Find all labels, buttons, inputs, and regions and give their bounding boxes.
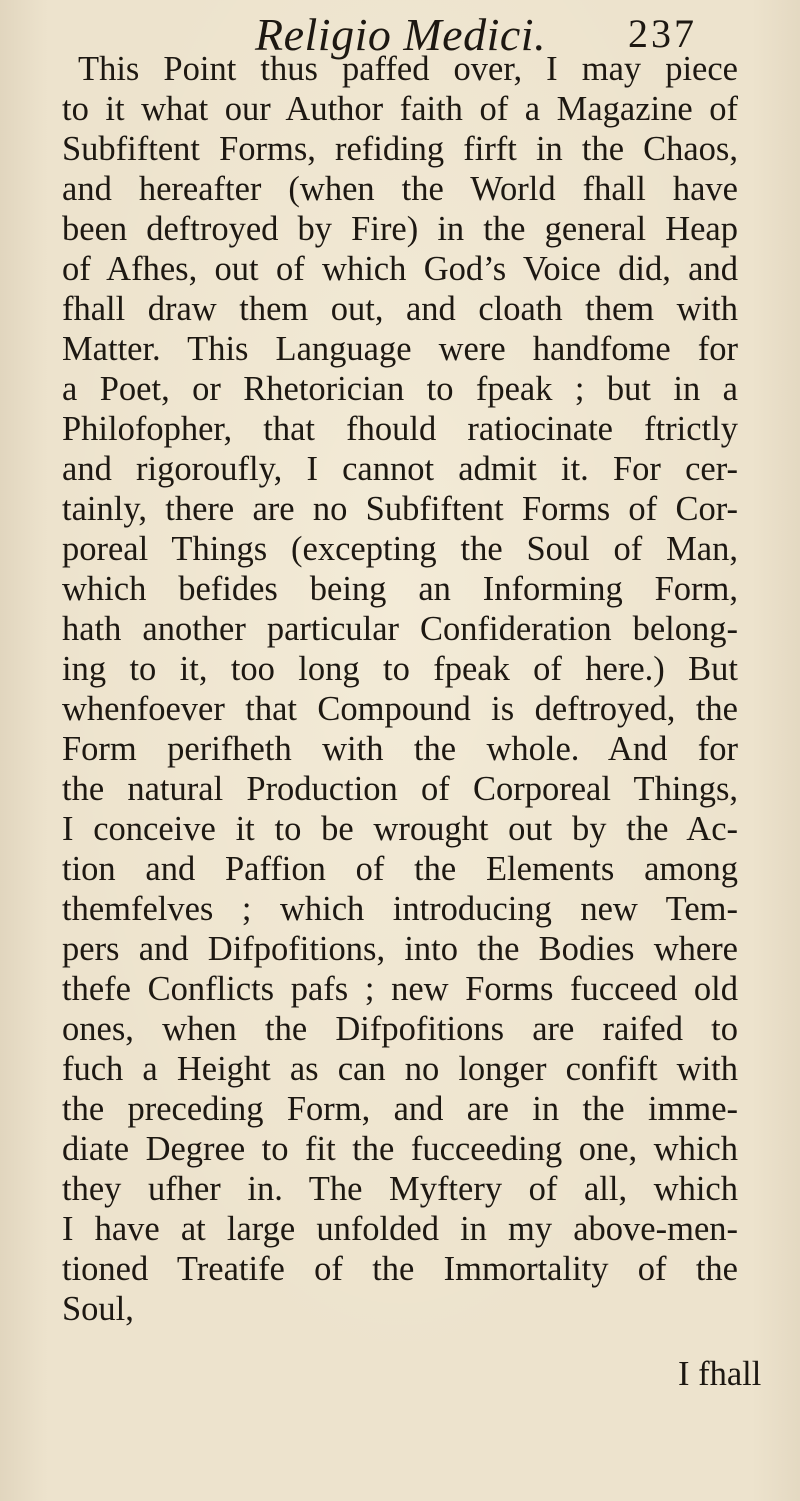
text-line: hath another particular Confideration belong- <box>62 610 738 648</box>
catchword: I fhall <box>678 1355 762 1393</box>
text-line: Form perifheth with the whole. And for <box>62 730 738 768</box>
text-line: of Afhes, out of which God’s Voice did, and <box>62 250 738 288</box>
text-line: themfelves ; which introducing new Tem- <box>62 890 738 928</box>
text-line: a Poet, or Rhetorician to fpeak ; but in a <box>62 370 738 408</box>
text-line: fuch a Height as can no longer confift with <box>62 1050 738 1088</box>
text-line: Philofopher, that fhould ratiocinate ftrictly <box>62 410 738 448</box>
text-line: the preceding Form, and are in the imme- <box>62 1090 738 1128</box>
text-line: tainly, there are no Subfiftent Forms of Cor- <box>62 490 738 528</box>
text-line: I conceive it to be wrought out by the Ac- <box>62 810 738 848</box>
page-number: 237 <box>628 11 697 56</box>
text-line: Soul, <box>62 1290 134 1328</box>
text-line: fhall draw them out, and cloath them with <box>62 290 738 328</box>
text-line: whenfoever that Compound is deftroyed, the <box>62 690 738 728</box>
text-line: poreal Things (excepting the Soul of Man, <box>62 530 738 568</box>
text-line: ones, when the Difpofitions are raifed to <box>62 1010 738 1048</box>
text-line: been deftroyed by Fire) in the general Heap <box>62 210 738 248</box>
text-line: and hereafter (when the World fhall have <box>62 170 738 208</box>
text-line: and rigoroufly, I cannot admit it. For cer- <box>62 450 738 488</box>
text-line: ing to it, too long to fpeak of here.) But <box>62 650 738 688</box>
text-line: to it what our Author faith of a Magazine of <box>62 90 738 128</box>
text-line: thefe Conflicts pafs ; new Forms fucceed old <box>62 970 738 1008</box>
text-line: diate Degree to fit the fucceeding one, which <box>62 1130 738 1168</box>
text-line: which befides being an Informing Form, <box>62 570 738 608</box>
text-line: tion and Paffion of the Elements among <box>62 850 738 888</box>
text-line: Matter. This Language were handfome for <box>62 330 738 368</box>
text-line: I have at large unfolded in my above-men- <box>62 1210 738 1248</box>
text-line: pers and Difpofitions, into the Bodies where <box>62 930 738 968</box>
text-line: This Point thus paffed over, I may piece <box>78 50 738 88</box>
text-line: Subfiftent Forms, refiding firft in the Chaos, <box>62 130 738 168</box>
text-line: the natural Production of Corporeal Things, <box>62 770 738 808</box>
text-line: tioned Treatife of the Immortality of the <box>62 1250 738 1288</box>
text-line: they ufher in. The Myftery of all, which <box>62 1170 738 1208</box>
running-title: Religio Medici. <box>255 9 547 60</box>
